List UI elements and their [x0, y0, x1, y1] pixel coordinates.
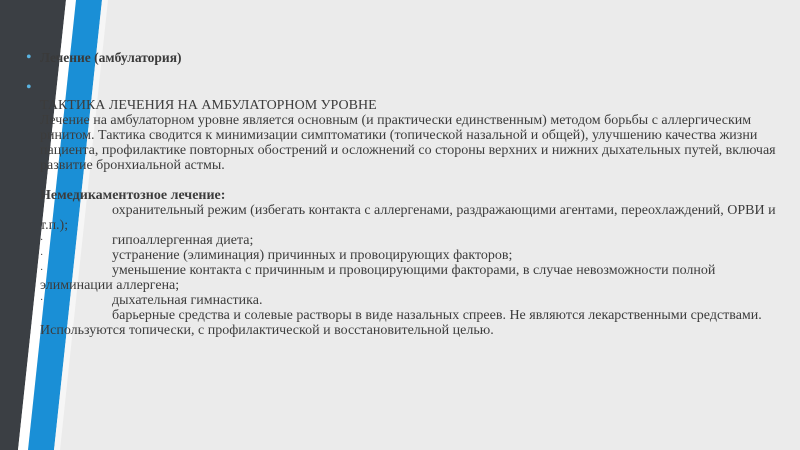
arrow-bullet-icon: •	[26, 79, 32, 96]
list-item-text: устранение (элиминация) причинных и провоцирующих факторов;	[112, 248, 513, 263]
list-item	[40, 203, 780, 233]
list-marker: ·	[40, 235, 44, 246]
list-item-text: гипоаллергенная диета;	[112, 233, 254, 248]
section-title: ТАКТИКА ЛЕЧЕНИЯ НА АМБУЛАТОРНОМ УРОВНЕ	[40, 98, 377, 113]
list-item	[40, 263, 780, 293]
list-marker: ·	[40, 250, 44, 261]
nonmed-heading: Немедикаментозное лечение:	[40, 188, 226, 203]
list-marker: ·	[40, 295, 44, 306]
list-item-text: уменьшение контакта с причинным и провоцирующими факторами, в случае невозможности полной элиминации аллергена;	[40, 263, 716, 293]
slide-heading: Лечение (амбулатория)	[40, 50, 182, 65]
list-item-text: дыхательная гимнастика.	[112, 293, 263, 308]
list-item	[40, 233, 780, 248]
arrow-bullet-icon: •	[26, 49, 32, 66]
list-item	[40, 248, 780, 263]
intro-paragraph: Лечение на амбулаторном уровне является основным (и практически единственным) методом борьбы с аллергическим ринитом. Тактика сводится к минимизации симптоматики (топической назальной и общей), улучшению качества жизни пациента, профилактике повторных обострений и осложнений со стороны верхних и нижних дыхательных путей, включая развитие бронхиальной астмы.	[40, 113, 776, 173]
list-marker: ·	[40, 265, 44, 276]
body-text	[40, 98, 780, 338]
list-item	[40, 308, 780, 338]
list-item-text: барьерные средства и солевые растворы в виде назальных спреев. Не являются лекарственными средствами. Используются топически, с профилактической и восстановительной целью.	[40, 308, 762, 338]
list-item-text: охранительный режим (избегать контакта с аллергенами, раздражающими агентами, переохлаждений, ОРВИ и т.п.);	[40, 203, 776, 233]
bullet-heading-row	[26, 49, 182, 66]
list-item	[40, 293, 780, 308]
